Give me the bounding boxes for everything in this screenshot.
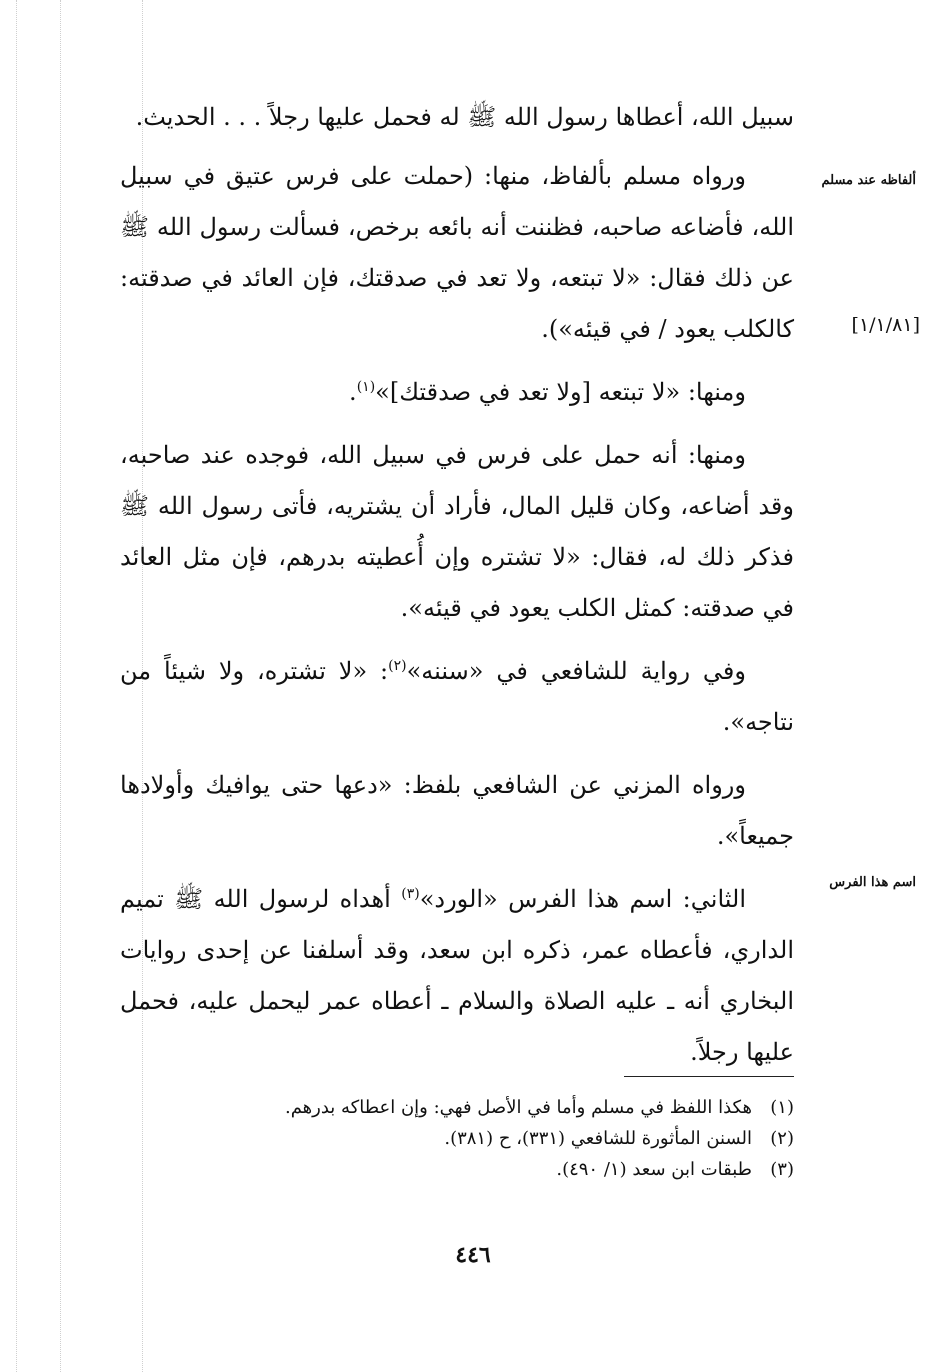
paragraph-text: وفي رواية للشافعي في «سننه» <box>406 657 746 685</box>
footnote-ref-1: (١) <box>356 379 376 395</box>
paragraph-muzani-narration: ورواه المزني عن الشافعي بلفظ: «دعها حتى يوافيك وأولادها جميعاً». <box>120 771 794 850</box>
footnote-number: (٣) <box>770 1159 794 1180</box>
footnote-text: السنن المأثورة للشافعي (٣٣١)، ح (٣٨١). <box>444 1128 752 1149</box>
page-number: ٤٤٦ <box>455 1242 491 1268</box>
footnote-number: (١) <box>770 1097 794 1118</box>
paragraph-text: الثاني: اسم هذا الفرس «الورد» <box>419 885 746 913</box>
footnote-2 <box>150 1123 794 1154</box>
paragraph-text: ومنها: «لا تبتعه [ولا تعد في صدقتك]» <box>375 378 746 406</box>
main-text-column <box>120 92 794 1078</box>
footnote-number: (٢) <box>770 1128 794 1149</box>
margin-note-horse-name: اسم هذا الفرس <box>829 875 916 890</box>
paragraph-text: أهداه لرسول الله ﷺ تميم الداري، فأعطاه عمر، ذكره ابن سعد، وقد أسلفنا عن إحدى روايات البخاري أنه ـ عليه الصلاة والسلام ـ أعطاه عمر ليحمل عليه، فحمل عليها رجلاً. <box>120 885 794 1066</box>
paragraph-text: : «لا تشتره، ولا شيئاً من نتاجه». <box>120 657 794 736</box>
footnote-ref-3: (٣) <box>401 886 420 902</box>
footnote-text: هكذا اللفظ في مسلم وأما في الأصل فهي: وإن اعطاكه بدرهم. <box>284 1097 752 1118</box>
manuscript-folio-ref: [١/١/٨١] <box>851 314 920 336</box>
footnote-ref-2: (٢) <box>388 658 407 674</box>
footnotes <box>150 1092 794 1185</box>
paragraph-muslim-wordings: ورواه مسلم بألفاظ، منها: (حملت على فرس عتيق في سبيل الله، فأضاعه صاحبه، فظننت أنه بائعه برخص، فسألت رسول الله ﷺ عن ذلك فقال: «لا تبتعه، ولا تعد في صدقتك، فإن العائد في صدقته: كالكلب يعود / في قيئه»). <box>120 162 794 343</box>
paragraph-shafii-narration <box>120 646 794 748</box>
margin-note-muslim: ألفاظه عند مسلم <box>821 173 916 188</box>
paragraph-another-wording <box>120 367 794 418</box>
footnote-3 <box>150 1154 794 1185</box>
footnote-1 <box>150 1092 794 1123</box>
paragraph-continuation: سبيل الله، أعطاها رسول الله ﷺ له فحمل عليها رجلاً . . . الحديث. <box>135 103 794 131</box>
footnote-text: طبقات ابن سعد (١/ ٤٩٠). <box>556 1159 752 1180</box>
paragraph-end: . <box>349 378 357 406</box>
paragraph-horse-name <box>120 874 794 1078</box>
footnote-separator <box>624 1076 794 1077</box>
paragraph-horse-story: ومنها: أنه حمل على فرس في سبيل الله، فوجده عند صاحبه، وقد أضاعه، وكان قليل المال، فأراد أن يشتريه، فأتى رسول الله ﷺ فذكر ذلك له، فقال: «لا تشتره وإن أُعطيته بدرهم، فإن مثل العائد في صدقته: كمثل الكلب يعود في قيئه». <box>120 441 794 622</box>
